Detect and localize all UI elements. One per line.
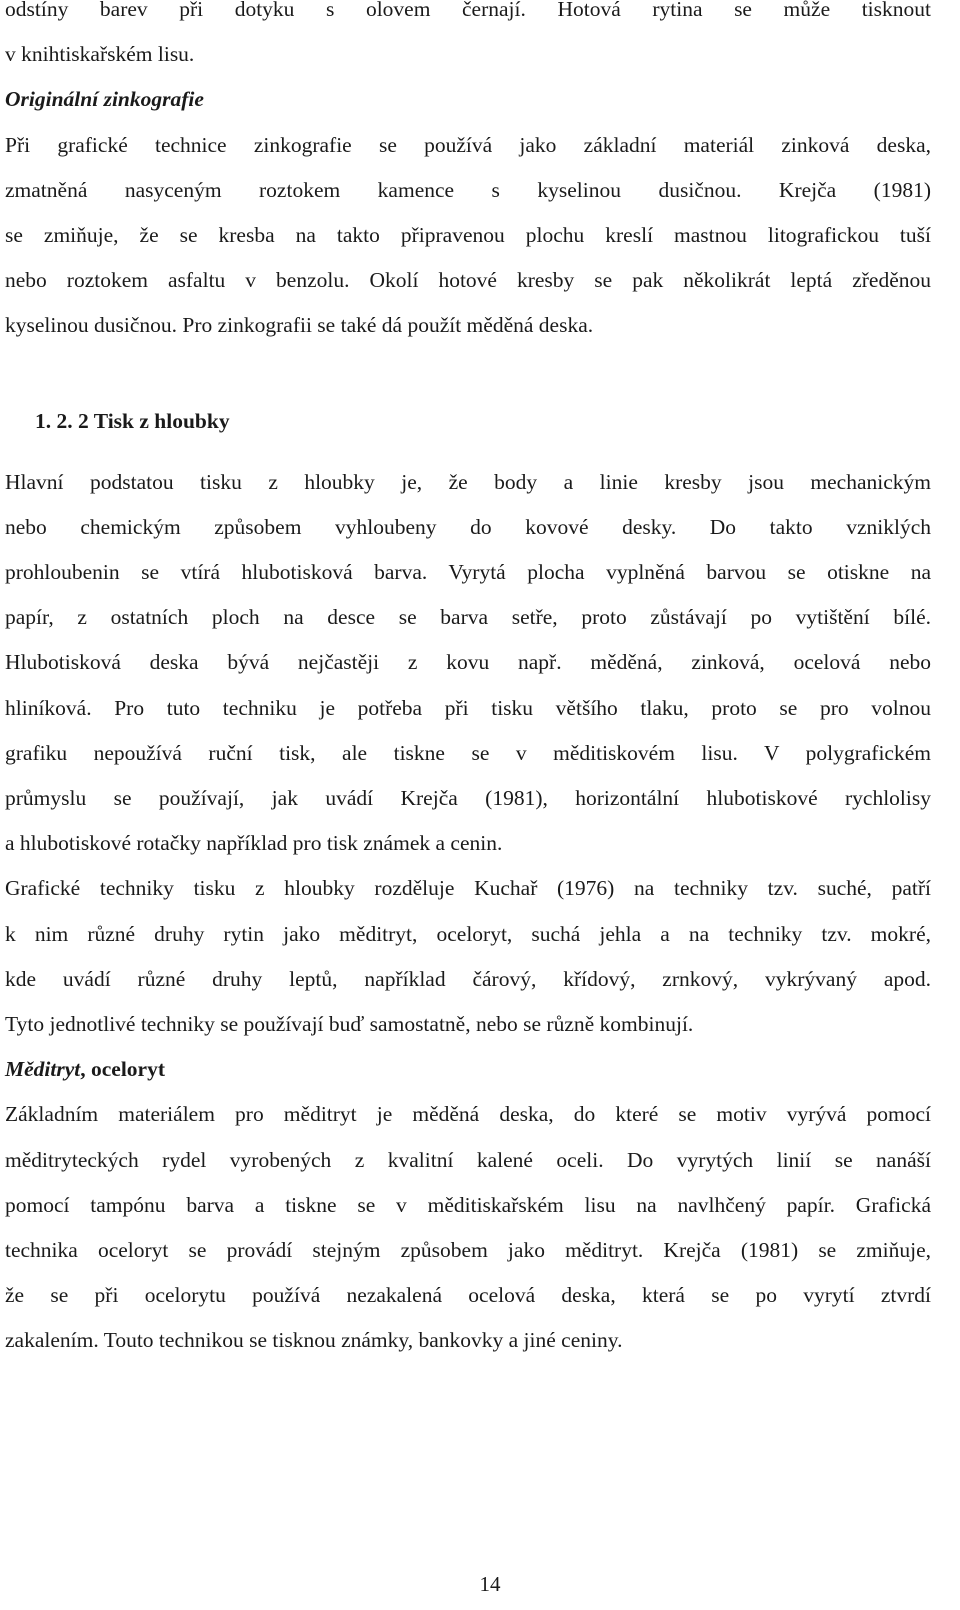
text-line: nebo roztokem asfaltu v benzolu. Okolí hotové kresby se pak několikrát leptá zředěnou	[5, 268, 931, 293]
text-line: hliníková. Pro tuto techniku je potřeba při tisku většího tlaku, proto se pro volnou	[5, 695, 931, 720]
text-line: zmatněná nasyceným roztokem kamence s kyselinou dusičnou. Krejča (1981)	[5, 177, 931, 202]
page-number: 14	[479, 1572, 501, 1596]
text-line: se zmiňuje, že se kresba na takto připravenou plochu kreslí mastnou litografickou tuší	[5, 222, 931, 247]
document-page	[5, 0, 931, 1363]
heading-meditryt-italic: Měditryt	[5, 1057, 81, 1082]
text-line: Při grafické technice zinkografie se používá jako základní materiál zinková deska,	[5, 132, 931, 157]
text-line: odstíny barev při dotyku s olovem černají. Hotová rytina se může tisknout	[5, 0, 931, 21]
text-line: kyselinou dusičnou. Pro zinkografii se také dá použít měděná deska.	[5, 313, 594, 338]
text-line: Hlavní podstatou tisku z hloubky je, že body a linie kresby jsou mechanickým	[5, 469, 931, 494]
text-line: v knihtiskařském lisu.	[5, 42, 195, 67]
text-line: zakalením. Touto technikou se tisknou známky, bankovky a jiné ceniny.	[5, 1328, 623, 1353]
text-line: Základním materiálem pro měditryt je měděná deska, do které se motiv vyrývá pomocí	[5, 1102, 931, 1127]
text-line: nebo chemickým způsobem vyhloubeny do kovové desky. Do takto vzniklých	[5, 514, 931, 539]
text-line: k nim různé druhy rytin jako měditryt, oceloryt, suchá jehla a na techniky tzv. mokré,	[5, 921, 931, 946]
heading-zinkografie: Originální zinkografie	[5, 87, 204, 112]
text-line: průmyslu se používají, jak uvádí Krejča (1981), horizontální hlubotiskové rychlolisy	[5, 786, 931, 810]
text-line: že se při ocelorytu používá nezakalená ocelová deska, která se po vyrytí ztvrdí	[5, 1283, 931, 1308]
heading-meditryt-rest: , oceloryt	[80, 1057, 166, 1082]
text-line: Hlubotisková deska bývá nejčastěji z kovu např. měděná, zinková, ocelová nebo	[5, 650, 931, 675]
text-line: měditryteckých rydel vyrobených z kvalitní kalené oceli. Do vyrytých linií se nanáší	[5, 1147, 931, 1172]
section-heading: 1. 2. 2 Tisk z hloubky	[35, 408, 230, 433]
text-line: technika oceloryt se provádí stejným způsobem jako měditryt. Krejča (1981) se zmiňuje,	[5, 1237, 931, 1262]
text-line: grafiku nepoužívá ruční tisk, ale tiskne se v měditiskovém lisu. V polygrafickém	[5, 740, 931, 765]
heading-gap	[5, 444, 931, 460]
text-line: papír, z ostatních ploch na desce se barva setře, proto zůstávají po vytištění bílé.	[5, 605, 931, 630]
paragraph-hloubka	[5, 460, 931, 867]
text-line: prohloubenin se vtírá hlubotisková barva. Vyrytá plocha vyplněná barvou se otiskne na	[5, 560, 931, 585]
text-line: Grafické techniky tisku z hloubky rozděluje Kuchař (1976) na techniky tzv. suché, patří	[5, 876, 931, 901]
paragraph-kuchar	[5, 866, 931, 1047]
heading-meditryt	[5, 1047, 931, 1092]
text-line: pomocí tampónu barva a tiskne se v měditiskařském lisu na navlhčený papír. Grafická	[5, 1192, 931, 1217]
paragraph-meditryt	[5, 1092, 931, 1363]
text-line: a hlubotiskové rotačky například pro tisk známek a cenin.	[5, 831, 503, 856]
text-line: Tyto jednotlivé techniky se používají buď samostatně, nebo se různě kombinují.	[5, 1011, 694, 1036]
section-gap	[5, 349, 931, 399]
paragraph-top	[5, 0, 931, 77]
paragraph-zinkografie	[5, 123, 931, 349]
text-line: kde uvádí různé druhy leptů, například čárový, křídový, zrnkový, vykrývaný apod.	[5, 966, 931, 991]
